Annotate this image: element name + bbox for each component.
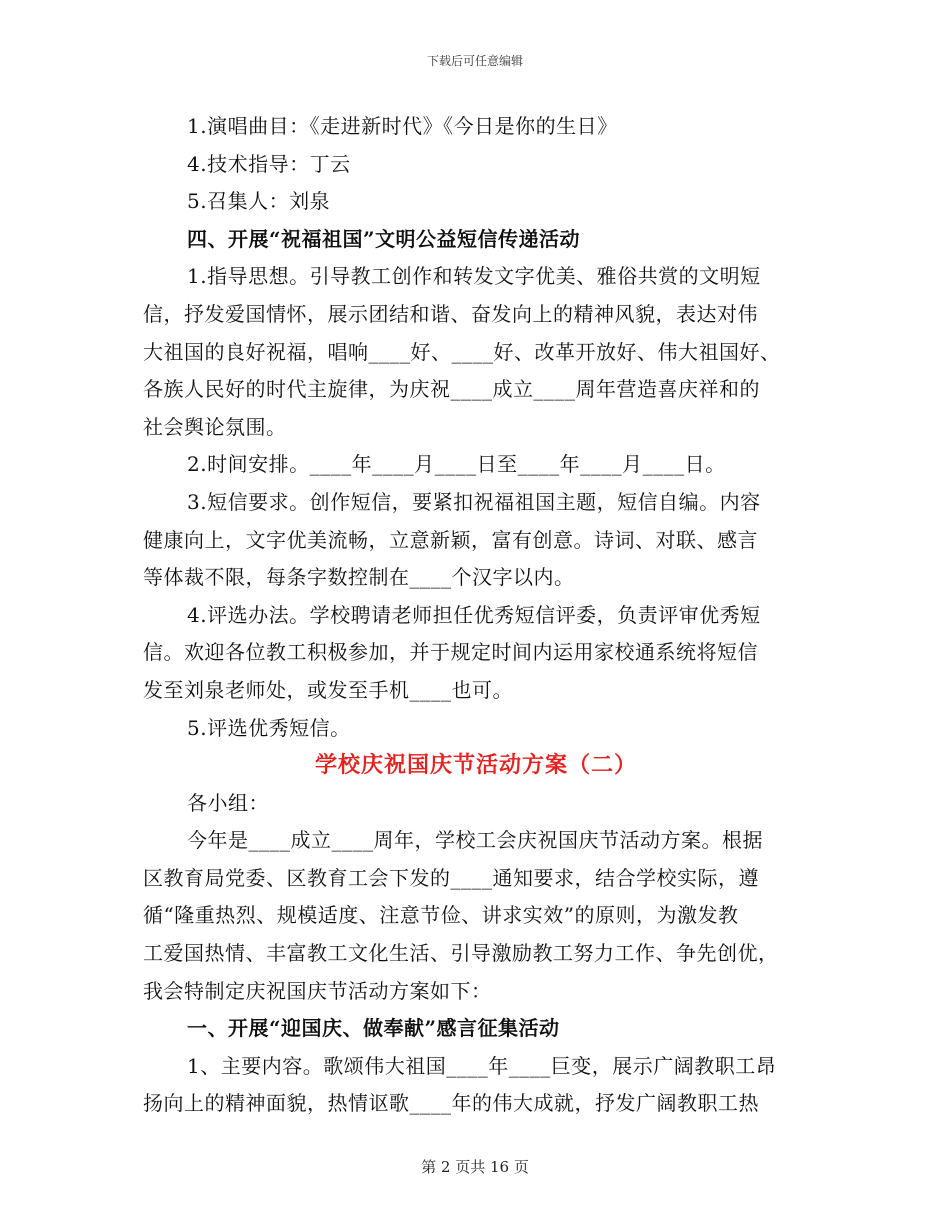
paragraph-line: 1.指导思想。引导教工创作和转发文字优美、雅俗共赏的文明短 (187, 264, 761, 289)
paragraph-line: 5.召集人：刘泉 (187, 189, 331, 214)
paragraph-line: 信，抒发爱国情怀，展示团结和谐、奋发向上的精神风貌，表达对伟 (143, 301, 758, 326)
section-heading: 一、开展“迎国庆、做奉献”感言征集活动 (187, 1016, 560, 1041)
section-title: 学校庆祝国庆节活动方案（二） (314, 752, 637, 779)
page-header: 下载后可任意编辑 (426, 54, 523, 68)
paragraph-line: 健康向上，文字优美流畅，立意新颖，富有创意。诗词、对联、感言 (143, 527, 758, 552)
paragraph-line: 等体裁不限，每条字数控制在____个汉字以内。 (143, 565, 575, 590)
section-heading: 四、开展“祝福祖国”文明公益短信传递活动 (187, 226, 581, 251)
document-body (143, 108, 809, 1123)
paragraph-line: 社会舆论氛围。 (143, 414, 287, 439)
paragraph-line: 3.短信要求。创作短信，要紧扣祝福祖国主题，短信自编。内容 (187, 489, 761, 514)
paragraph-line: 4.技术指导：丁云 (187, 151, 351, 176)
paragraph-line: 1、主要内容。歌颂伟大祖国____年____巨变，展示广阔教职工昂 (187, 1053, 777, 1078)
paragraph-line: 各族人民好的时代主旋律，为庆祝____成立____周年营造喜庆祥和的 (143, 377, 760, 402)
paragraph-line: 1.演唱曲目：《走进新时代》《今日是你的生日》 (187, 114, 618, 138)
paragraph-line: 工爱国热情、丰富教工文化生活、引导激励教工努力工作、争先创优， (143, 941, 779, 966)
paragraph-line: 信。欢迎各位教工积极参加，并于规定时间内运用家校通系统将短信 (143, 640, 758, 665)
paragraph-line: 区教育局党委、区教育工会下发的____通知要求，结合学校实际，遵 (143, 865, 759, 890)
paragraph-line: 今年是____成立____周年，学校工会庆祝国庆节活动方案。根据 (187, 828, 763, 853)
paragraph-line: 扬向上的精神面貌，热情讴歌____年的伟大成就，抒发广阔教职工热 (143, 1091, 759, 1116)
paragraph-line: 我会特制定庆祝国庆节活动方案如下： (143, 978, 492, 1003)
paragraph-line: 循“隆重热烈、规模适度、注意节俭、讲求实效”的原则，为激发教 (143, 903, 739, 928)
paragraph-line: 大祖国的良好祝福，唱响____好、____好、改革开放好、伟大祖国好、 (143, 339, 781, 364)
page-footer: 第 2 页共 16 页 (421, 1158, 529, 1176)
paragraph-line: 发至刘泉老师处，或发至手机____也可。 (143, 677, 513, 702)
paragraph-line: 各小组： (187, 790, 269, 815)
paragraph-line: 2.时间安排。____年____月____日至____年____月____日。 (187, 452, 726, 477)
paragraph-line: 5.评选优秀短信。 (187, 715, 351, 740)
paragraph-line: 4.评选办法。学校聘请老师担任优秀短信评委，负责评审优秀短 (187, 602, 761, 627)
